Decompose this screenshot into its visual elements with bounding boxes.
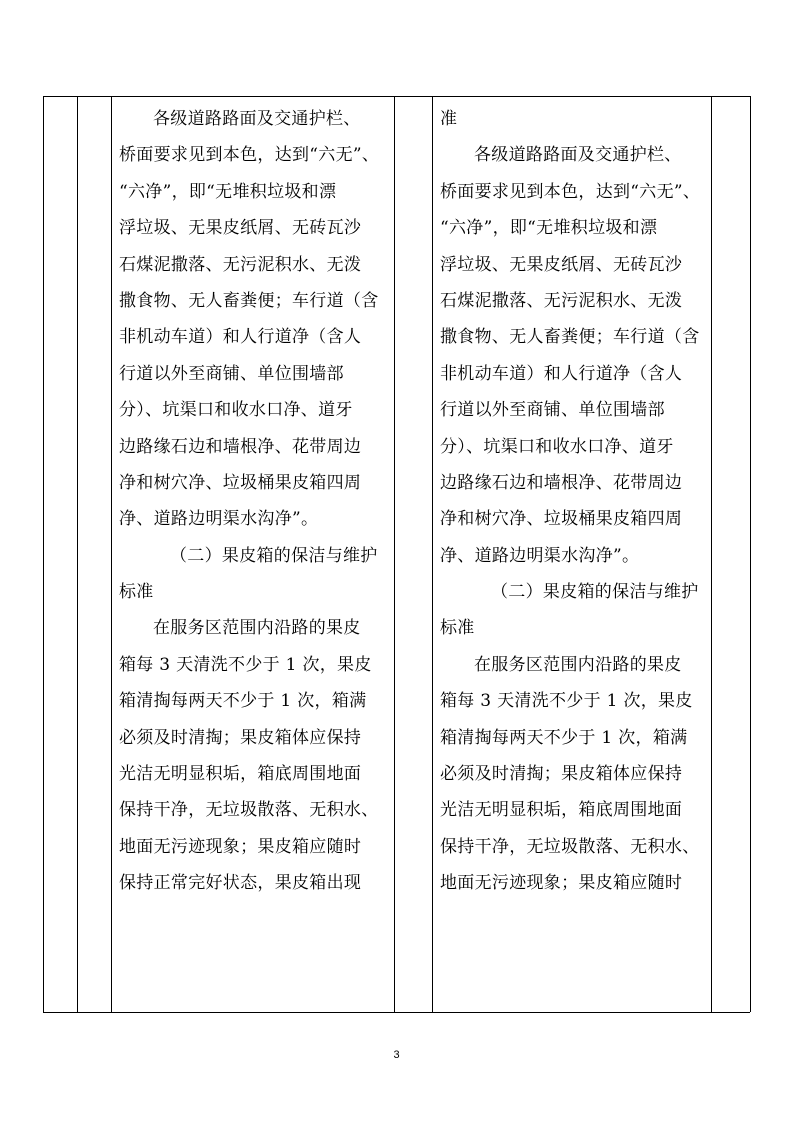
left-cell-text [119,101,379,902]
table-border-col-2 [77,96,78,1012]
table-border-col-5 [432,96,433,1012]
text-line: 准 [440,109,458,129]
table-border-col-6 [711,96,712,1012]
text-line: 箱每 3 天清洗不少于 1 次，果皮 [440,691,693,712]
text-line: 浮垃圾、无果皮纸屑、无砖瓦沙 [119,218,362,239]
text-line: 净、道路边明渠水沟净”。 [119,509,319,530]
text-line: 石煤泥撒落、无污泥积水、无泼 [119,254,362,275]
text-line: “六净”，即“无堆积垃圾和漂 [119,181,337,202]
section-heading: （二）果皮箱的保洁与维护 [491,582,699,603]
right-cell-text [440,101,700,902]
table-border-col-7 [750,96,751,1012]
text-line: 各级道路路面及交通护栏、 [153,109,361,129]
text-line: 标准 [440,618,475,639]
text-line: 必须及时清掏；果皮箱体应保持 [119,727,362,748]
text-line: 在服务区范围内沿路的果皮 [153,618,361,639]
text-line: 桥面要求见到本色，达到“六无”、 [119,145,380,166]
text-line: 非机动车道）和人行道净（含人 [119,327,362,348]
text-line: 分）、坑渠口和收水口净、道牙 [119,400,353,421]
text-line: 浮垃圾、无果皮纸屑、无砖瓦沙 [440,254,683,275]
table-border-col-3 [111,96,112,1012]
text-line: 非机动车道）和人行道净（含人 [440,363,683,384]
text-line: 行道以外至商铺、单位围墙部 [440,400,665,421]
text-line: 必须及时清掏；果皮箱体应保持 [440,764,683,785]
table-border-col-4 [394,96,395,1012]
table-bottom-border [43,1012,750,1013]
text-line: 撒食物、无人畜粪便；车行道（含 [119,290,379,311]
text-line: 各级道路路面及交通护栏、 [474,145,682,166]
text-line: 行道以外至商铺、单位围墙部 [119,363,344,384]
section-heading: （二）果皮箱的保洁与维护 [170,545,378,566]
text-line: 保持干净，无垃圾散落、无积水、 [119,800,379,821]
text-line: 地面无污迹现象；果皮箱应随时 [440,873,683,894]
text-line: 光洁无明显积垢，箱底周围地面 [119,764,362,785]
text-line: 净、道路边明渠水沟净”。 [440,545,640,566]
page-number: 3 [393,1049,400,1061]
table-border-col-1 [43,96,44,1012]
text-line: 边路缘石边和墙根净、花带周边 [440,472,683,493]
text-line: 分）、坑渠口和收水口净、道牙 [440,436,674,457]
text-line: 边路缘石边和墙根净、花带周边 [119,436,362,457]
text-line: 在服务区范围内沿路的果皮 [474,654,682,675]
text-line: 保持正常完好状态，果皮箱出现 [119,873,362,894]
text-line: 桥面要求见到本色，达到“六无”、 [440,181,701,202]
text-line: 净和树穴净、垃圾桶果皮箱四周 [440,509,683,530]
text-line: 撒食物、无人畜粪便；车行道（含 [440,327,700,348]
text-line: 标准 [119,582,154,603]
text-line: “六净”，即“无堆积垃圾和漂 [440,218,658,239]
text-line: 地面无污迹现象；果皮箱应随时 [119,836,362,857]
table-top-border [43,96,750,97]
text-line: 保持干净，无垃圾散落、无积水、 [440,836,700,857]
text-line: 箱清掏每两天不少于 1 次，箱满 [440,727,688,748]
text-line: 光洁无明显积垢，箱底周围地面 [440,800,683,821]
text-line: 净和树穴净、垃圾桶果皮箱四周 [119,472,362,493]
text-line: 箱每 3 天清洗不少于 1 次，果皮 [119,654,372,675]
text-line: 石煤泥撒落、无污泥积水、无泼 [440,290,683,311]
text-line: 箱清掏每两天不少于 1 次，箱满 [119,691,367,712]
